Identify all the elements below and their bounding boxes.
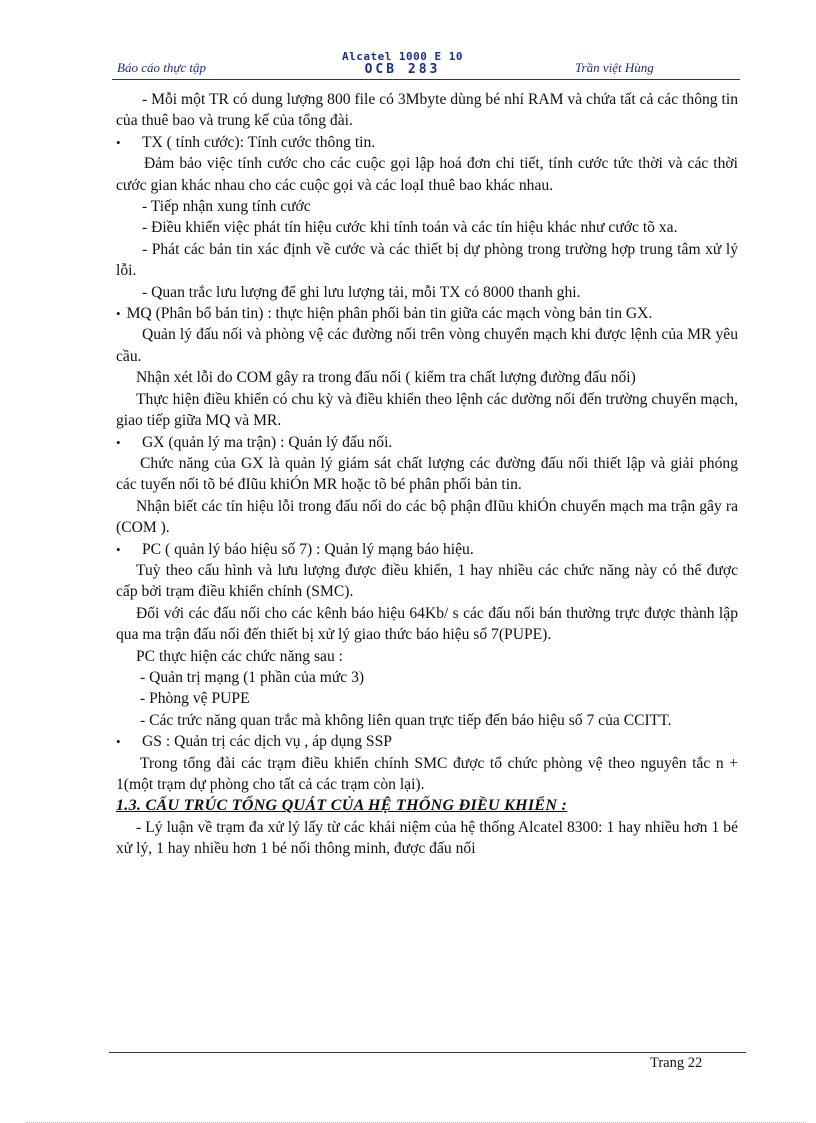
bullet-text: MQ (Phân bổ bản tin) : thực hiện phân phối bản tin giữa các mạch vòng bản tin GX. — [126, 305, 653, 323]
paragraph: Chức năng của GX là quản lý giám sát chất lượng các đường đấu nối thiết lập và giải phóng các tuyến nối tõ bé đIũu khiÓn MR hoặc tõ bé phân phối bản tin. — [116, 454, 738, 494]
bullet-text: TX ( tính cước): Tính cước thông tin. — [142, 133, 376, 151]
paragraph: - Lý luận về trạm đa xử lý lấy từ các khái niệm của hệ thống Alcatel 8300: 1 hay nhiều hơn 1 bé xử lý, 1 hay nhiều hơn 1 bé nối thông minh, được đấu nối — [116, 818, 738, 858]
bullet-paragraph — [116, 731, 738, 752]
bullet-text: PC ( quản lý báo hiệu số 7) : Quản lý mạng báo hiệu. — [142, 540, 474, 558]
bullet-text: GS : Quản trị các dịch vụ , áp dụng SSP — [142, 733, 392, 751]
paragraph: - Phòng vệ PUPE — [140, 690, 250, 708]
bullet-icon: • — [116, 434, 121, 450]
header-divider — [112, 79, 740, 80]
bullet-icon: • — [116, 306, 121, 322]
paragraph: - Mỗi một TR có dung lượng 800 file có 3Mbyte dùng bé nhí RAM và chứa tất cả các thông tin của thuê bao và trung kế của tổng đài. — [116, 91, 738, 130]
paragraph: - Quan trắc lưu lượng để ghi lưu lượng tải, mỗi TX có 8000 thanh ghi. — [142, 283, 581, 301]
paragraph: Nhận xét lỗi do COM gây ra trong đấu nối ( kiểm tra chất lượng đường đấu nối) — [136, 369, 636, 387]
paragraph: Quản lý đấu nối và phòng vệ các đường nối trên vòng chuyển mạch khi được lệnh của MR yêu cầu. — [116, 326, 738, 365]
bullet-paragraph — [116, 132, 738, 153]
paragraph: Đối với các đấu nối cho các kênh báo hiệu 64Kb/ s các đấu nối bán thường trực được thành lập qua ma trận đấu nối đến thiết bị xử lý giao thức báo hiệu số 7(PUPE). — [116, 604, 738, 644]
bullet-paragraph — [116, 539, 738, 560]
bullet-text: GX (quản lý ma trận) : Quản lý đấu nối. — [142, 433, 393, 451]
paragraph: Nhận biết các tín hiệu lỗi trong đấu nối do các bộ phận đIũu khiÓn chuyển mạch ma trận gây ra (COM ). — [116, 497, 738, 537]
bullet-paragraph — [116, 303, 738, 324]
bullet-paragraph — [116, 432, 738, 453]
paragraph: - Các trức năng quan trắc mà không liên quan trực tiếp đến báo hiệu số 7 của CCITT. — [140, 711, 672, 729]
paragraph: - Tiếp nhận xung tính cước — [142, 198, 311, 216]
page-number: Trang 22 — [650, 1055, 703, 1071]
header-center-logo — [330, 50, 475, 76]
bullet-icon: • — [116, 734, 121, 750]
paragraph: Thực hiện điều khiển có chu kỳ và điều khiển theo lệnh các dường nối đến trường chuyển mạch, giao tiếp giữa MQ và MR. — [116, 390, 738, 430]
footer-divider — [109, 1052, 746, 1053]
paragraph: Đảm bảo việc tính cước cho các cuộc gọi lập hoá đơn chi tiết, tính cước tức thời và các thời cước gian khác nhau cho các cuộc gọi và các loạI thuê bao khác nhau. — [116, 155, 738, 194]
document-body — [116, 89, 738, 860]
paragraph: - Điều khiển việc phát tín hiệu cước khi tính toán và các tín hiệu khác như cước tõ xa. — [142, 219, 678, 237]
paragraph: - Quản trị mạng (1 phần của mức 3) — [140, 668, 365, 686]
paragraph: Tuỳ theo cấu hình và lưu lượng được điều khiển, 1 hay nhiều các chức năng này có thể được cấp bởi trạm điều khiển chính (SMC). — [116, 561, 738, 601]
paragraph: - Phát các bản tin xác định về cước và các thiết bị dự phòng trong trường hợp trung tâm xử lý lỗi. — [116, 240, 738, 280]
paragraph: PC thực hiện các chức năng sau : — [136, 647, 343, 665]
header-left: Báo cáo thực tập — [117, 60, 207, 75]
section-heading: 1.3. CẤU TRÚC TỔNG QUÁT CỦA HỆ THỐNG ĐIỀU KHIỂN : — [116, 797, 568, 815]
header-center-line2: OCB 283 — [364, 62, 441, 77]
header-right: Trần việt Hùng — [575, 60, 654, 75]
header-center-line1: Alcatel 1000 E 10 — [341, 50, 464, 63]
bullet-icon: • — [116, 541, 121, 557]
paragraph: Trong tổng đài các trạm điều khiển chính SMC được tổ chức phòng vệ theo nguyên tắc n + 1(một trạm dự phòng cho tất cả các trạm còn lại). — [116, 754, 738, 793]
bullet-icon: • — [116, 134, 121, 150]
